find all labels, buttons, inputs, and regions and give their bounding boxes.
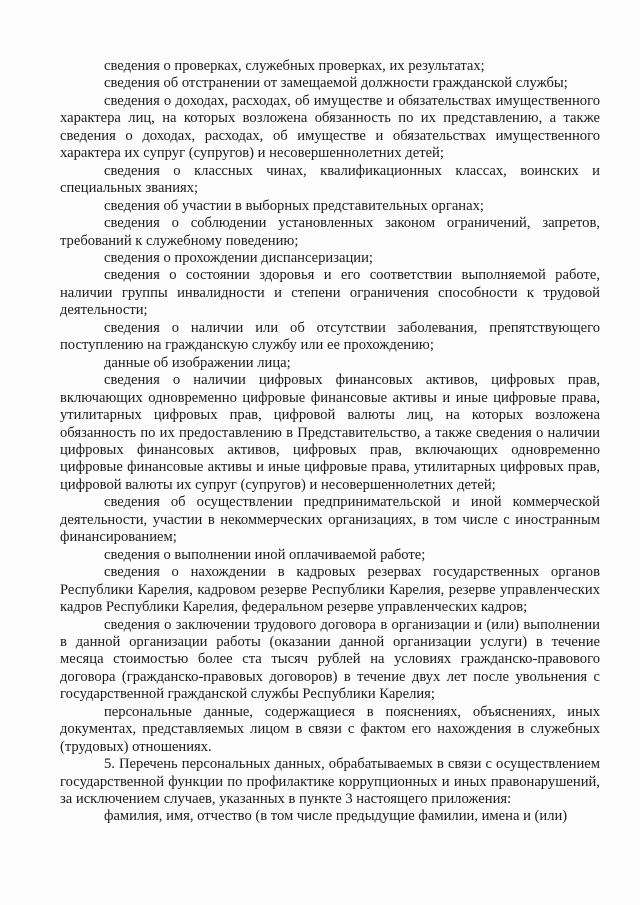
paragraph: сведения о наличии цифровых финансовых активов, цифровых прав, включающих одновременно цифровые финансовые активы и иные цифровые права, утилитарных цифровых прав, цифровой валюты лиц, на которых возложена обязанность по их предоставлению в Представительство, а также сведения о наличии цифровых финансовых активов, цифровых прав, включающих одновременно цифровые финансовые активы и иные цифровые права, утилитарных цифровых прав, цифровой валюты их супруг (супругов) и несовершеннолетних детей;	[60, 372, 600, 493]
paragraph: сведения о наличии или об отсутствии заболевания, препятствующего поступлению на гражданскую службу или ее прохождению;	[60, 319, 600, 354]
paragraph: сведения о классных чинах, квалификационных классах, воинских и специальных званиях;	[60, 162, 600, 197]
paragraph: персональные данные, содержащиеся в пояснениях, объяснениях, иных документах, представляемых лицом в связи с фактом его нахождения в служебных (трудовых) отношениях.	[60, 703, 600, 755]
paragraph: сведения о состоянии здоровья и его соответствии выполняемой работе, наличии группы инвалидности и степени ограничения способности к трудовой деятельности;	[60, 267, 600, 319]
paragraph: сведения о соблюдении установленных законом ограничений, запретов, требований к служебному поведению;	[60, 215, 600, 249]
paragraph: сведения о доходах, расходах, об имуществе и обязательствах имущественного характера лиц, на которых возложена обязанность по их представлению, а также сведения о доходах, расходах, об имуществе и обязательствах имущественного характера их супруг (супругов) и несовершеннолетних детей;	[60, 92, 600, 162]
document-body	[60, 58, 600, 826]
paragraph: сведения о заключении трудового договора в организации и (или) выполнении в данной организации работы (оказании данной организации услуги) в течение месяца стоимостью более ста тысяч рублей на условиях гражданско-правового договора (гражданско-правовых договоров) в течение двух лет после увольнения с государственной гражданской службы Республики Карелия;	[60, 616, 600, 703]
paragraph: сведения об отстранении от замещаемой должности гражданской службы;	[104, 75, 568, 92]
paragraph: фамилия, имя, отчество (в том числе предыдущие фамилии, имена и (или)	[104, 808, 568, 825]
paragraph: сведения о нахождении в кадровых резервах государственных органов Республики Карелия, кадровом резерве Республики Карелия, резерве управленческих кадров Республики Карелия, федеральном резерве управленческих кадров;	[60, 564, 600, 616]
paragraph: сведения о прохождении диспансеризации;	[104, 249, 373, 266]
paragraph: сведения о выполнении иной оплачиваемой работе;	[104, 546, 426, 563]
section-5-paragraph: 5. Перечень персональных данных, обрабатываемых в связи с осуществлением государственной функции по профилактике коррупционных и иных правонарушений, за исключением случаев, указанных в пункте 3 настоящего приложения:	[60, 756, 600, 808]
paragraph: сведения об осуществлении предпринимательской и иной коммерческой деятельности, участии в некоммерческих организациях, в том числе с иностранным финансированием;	[60, 494, 600, 546]
paragraph: данные об изображении лица;	[104, 354, 291, 371]
paragraph: сведения о проверках, служебных проверках, их результатах;	[104, 58, 485, 74]
paragraph: сведения об участии в выборных представительных органах;	[104, 197, 484, 214]
